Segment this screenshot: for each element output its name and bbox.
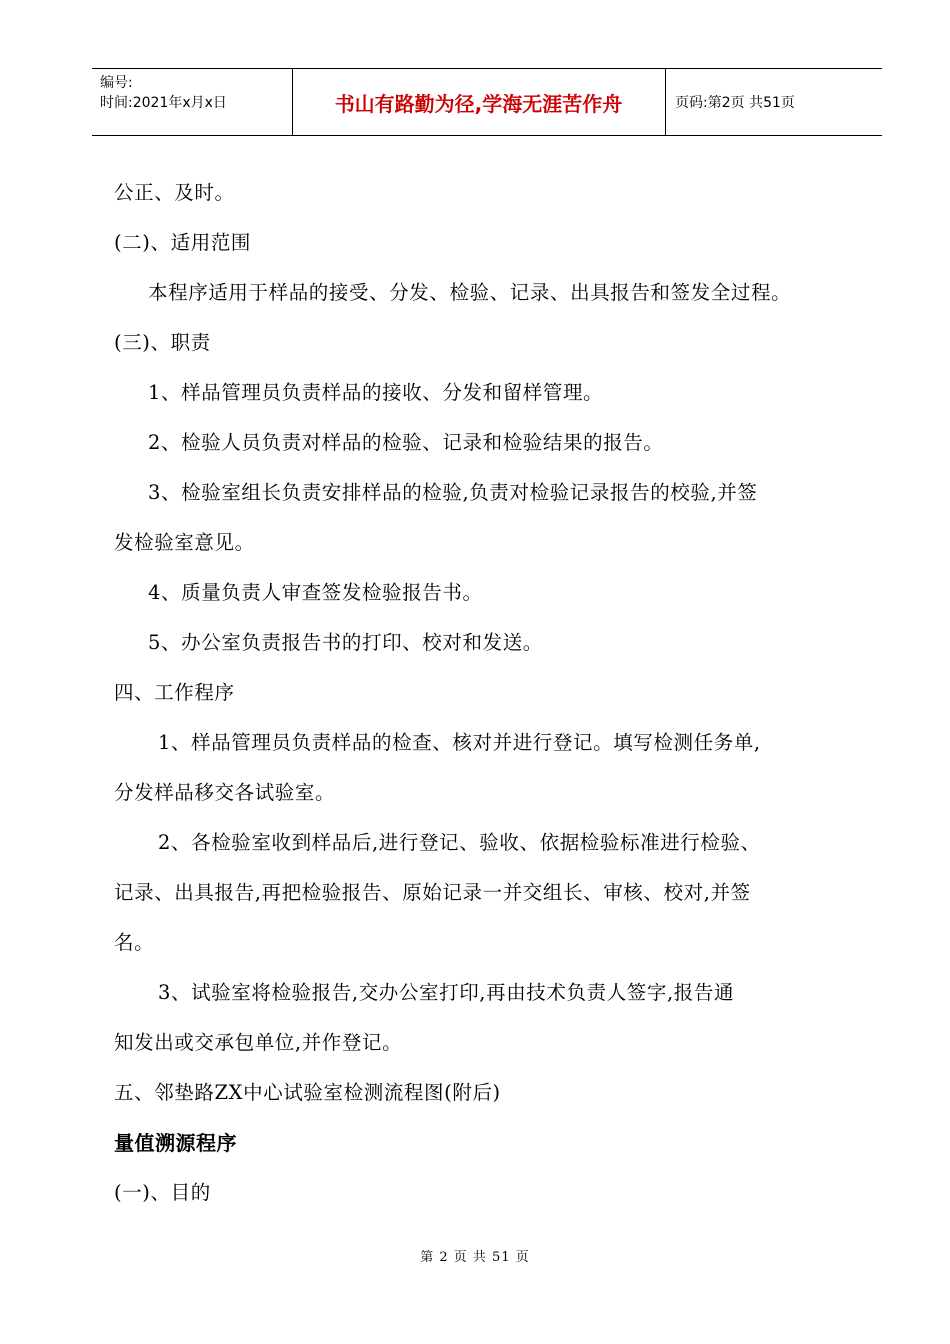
chapter-title: 量值溯源程序 <box>114 1131 237 1155</box>
header-motto-cell <box>292 69 666 135</box>
document-header <box>92 68 882 136</box>
list-item: 4、质量负责人审查签发检验报告书。 <box>148 581 483 604</box>
code-label: 编号: <box>100 75 133 91</box>
list-item: 2、检验人员负责对样品的检验、记录和检验结果的报告。 <box>148 431 664 454</box>
list-item: 1、样品管理员负责样品的接收、分发和留样管理。 <box>148 381 604 404</box>
header-meta-cell <box>92 69 293 135</box>
body-line: 知发出或交承包单位,并作登记。 <box>114 1031 403 1054</box>
body-line: 分发样品移交各试验室。 <box>114 781 336 804</box>
list-item: 3、检验室组长负责安排样品的检验,负责对检验记录报告的校验,并签 <box>148 481 758 504</box>
list-item: 1、样品管理员负责样品的检查、核对并进行登记。填写检测任务单, <box>158 731 761 754</box>
section-heading: (三)、职责 <box>114 331 211 354</box>
list-item: 3、试验室将检验报告,交办公室打印,再由技术负责人签字,报告通 <box>158 981 735 1004</box>
list-item: 5、办公室负责报告书的打印、校对和发送。 <box>148 631 543 654</box>
section-heading: (一)、目的 <box>114 1181 211 1204</box>
body-line: 名。 <box>114 931 155 954</box>
time-label: 时间:2021年x月x日 <box>100 95 227 111</box>
body-line: 发检验室意见。 <box>114 531 255 554</box>
motto: 书山有路勤为径,学海无涯苦作舟 <box>334 91 623 116</box>
section-heading: (二)、适用范围 <box>114 231 252 254</box>
body-line: 公正、及时。 <box>114 181 235 204</box>
page-info: 页码:第2页 共51页 <box>675 95 795 111</box>
header-page-cell <box>665 69 882 135</box>
list-item: 2、各检验室收到样品后,进行登记、验收、依据检验标准进行检验、 <box>158 831 761 854</box>
page-footer: 第 2 页 共 51 页 <box>420 1250 530 1265</box>
section-heading: 五、邻垫路ZX中心试验室检测流程图(附后) <box>114 1081 501 1104</box>
section-heading: 四、工作程序 <box>114 681 235 704</box>
body-line: 本程序适用于样品的接受、分发、检验、记录、出具报告和签发全过程。 <box>148 281 792 304</box>
body-line: 记录、出具报告,再把检验报告、原始记录一并交组长、审核、校对,并签 <box>114 881 751 904</box>
